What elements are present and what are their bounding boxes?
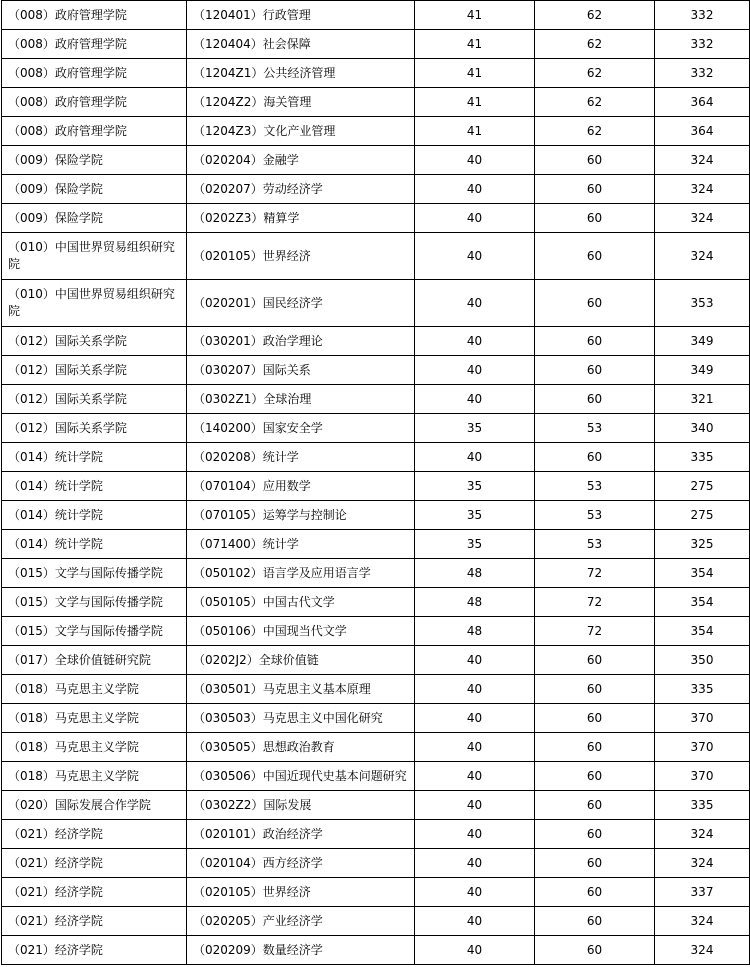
total-score-cell: 324 (655, 907, 750, 936)
table-row (2, 675, 750, 704)
major-cell: （120401）行政管理 (187, 1, 415, 30)
score1-cell: 40 (415, 791, 535, 820)
table-row (2, 30, 750, 59)
major-cell: （140200）国家安全学 (187, 414, 415, 443)
major-cell: （050102）语言学及应用语言学 (187, 559, 415, 588)
college-cell: （018）马克思主义学院 (2, 762, 187, 791)
score1-cell: 41 (415, 1, 535, 30)
total-score-cell: 275 (655, 501, 750, 530)
score2-cell: 60 (535, 175, 655, 204)
major-cell: （070104）应用数学 (187, 472, 415, 501)
major-cell: （0302Z2）国际发展 (187, 791, 415, 820)
score1-cell: 40 (415, 146, 535, 175)
total-score-cell: 324 (655, 849, 750, 878)
table-row (2, 385, 750, 414)
score1-cell: 40 (415, 204, 535, 233)
table-row (2, 117, 750, 146)
table-row (2, 204, 750, 233)
score1-cell: 48 (415, 559, 535, 588)
score2-cell: 60 (535, 646, 655, 675)
total-score-cell: 332 (655, 30, 750, 59)
table-row (2, 175, 750, 204)
table-row (2, 530, 750, 559)
total-score-cell: 349 (655, 356, 750, 385)
score2-cell: 60 (535, 907, 655, 936)
score2-cell: 72 (535, 617, 655, 646)
college-cell: （009）保险学院 (2, 175, 187, 204)
table-row (2, 617, 750, 646)
total-score-cell: 332 (655, 1, 750, 30)
score1-cell: 40 (415, 820, 535, 849)
total-score-cell: 335 (655, 675, 750, 704)
major-cell: （030201）政治学理论 (187, 327, 415, 356)
table-body (2, 1, 750, 965)
score2-cell: 60 (535, 820, 655, 849)
table-row (2, 88, 750, 117)
major-cell: （0202J2）全球价值链 (187, 646, 415, 675)
college-cell: （020）国际发展合作学院 (2, 791, 187, 820)
score2-cell: 72 (535, 559, 655, 588)
score1-cell: 35 (415, 501, 535, 530)
college-cell: （015）文学与国际传播学院 (2, 588, 187, 617)
college-cell: （018）马克思主义学院 (2, 733, 187, 762)
table-row (2, 280, 750, 327)
college-cell: （012）国际关系学院 (2, 356, 187, 385)
score1-cell: 40 (415, 675, 535, 704)
college-cell: （015）文学与国际传播学院 (2, 559, 187, 588)
score1-cell: 40 (415, 385, 535, 414)
college-cell: （012）国际关系学院 (2, 414, 187, 443)
total-score-cell: 324 (655, 175, 750, 204)
major-cell: （1204Z2）海关管理 (187, 88, 415, 117)
college-cell: （010）中国世界贸易组织研究院 (2, 233, 187, 280)
table-row (2, 907, 750, 936)
college-cell: （010）中国世界贸易组织研究院 (2, 280, 187, 327)
total-score-cell: 354 (655, 617, 750, 646)
score1-cell: 40 (415, 878, 535, 907)
score1-cell: 40 (415, 849, 535, 878)
table-row (2, 820, 750, 849)
college-cell: （008）政府管理学院 (2, 117, 187, 146)
score2-cell: 62 (535, 117, 655, 146)
table-row (2, 559, 750, 588)
table-row (2, 414, 750, 443)
score1-cell: 40 (415, 327, 535, 356)
college-cell: （018）马克思主义学院 (2, 704, 187, 733)
total-score-cell: 324 (655, 820, 750, 849)
score2-cell: 60 (535, 704, 655, 733)
score2-cell: 60 (535, 146, 655, 175)
major-cell: （030207）国际关系 (187, 356, 415, 385)
major-cell: （0302Z1）全球治理 (187, 385, 415, 414)
major-cell: （1204Z1）公共经济管理 (187, 59, 415, 88)
table-row (2, 146, 750, 175)
score2-cell: 62 (535, 59, 655, 88)
college-cell: （012）国际关系学院 (2, 385, 187, 414)
college-cell: （021）经济学院 (2, 907, 187, 936)
major-cell: （120404）社会保障 (187, 30, 415, 59)
major-cell: （0202Z3）精算学 (187, 204, 415, 233)
score1-cell: 41 (415, 117, 535, 146)
college-cell: （008）政府管理学院 (2, 30, 187, 59)
total-score-cell: 321 (655, 385, 750, 414)
score2-cell: 60 (535, 733, 655, 762)
total-score-cell: 335 (655, 443, 750, 472)
table-row (2, 501, 750, 530)
score1-cell: 40 (415, 907, 535, 936)
major-cell: （020101）政治经济学 (187, 820, 415, 849)
total-score-cell: 324 (655, 233, 750, 280)
table-row (2, 849, 750, 878)
table-row (2, 472, 750, 501)
score1-cell: 40 (415, 646, 535, 675)
college-cell: （014）统计学院 (2, 530, 187, 559)
table-row (2, 791, 750, 820)
major-cell: （020104）西方经济学 (187, 849, 415, 878)
total-score-cell: 354 (655, 559, 750, 588)
score2-cell: 62 (535, 88, 655, 117)
score1-cell: 35 (415, 530, 535, 559)
total-score-cell: 364 (655, 117, 750, 146)
college-cell: （009）保险学院 (2, 204, 187, 233)
table-row (2, 233, 750, 280)
college-cell: （008）政府管理学院 (2, 88, 187, 117)
college-cell: （009）保险学院 (2, 146, 187, 175)
score2-cell: 60 (535, 675, 655, 704)
table-row (2, 443, 750, 472)
major-cell: （020208）统计学 (187, 443, 415, 472)
score2-cell: 62 (535, 1, 655, 30)
table-row (2, 762, 750, 791)
score1-cell: 40 (415, 936, 535, 965)
college-cell: （021）经济学院 (2, 820, 187, 849)
score-table (1, 0, 750, 965)
table-row (2, 646, 750, 675)
table-row (2, 59, 750, 88)
score2-cell: 53 (535, 472, 655, 501)
score1-cell: 40 (415, 733, 535, 762)
table-row (2, 588, 750, 617)
table-row (2, 704, 750, 733)
score2-cell: 72 (535, 588, 655, 617)
score2-cell: 60 (535, 443, 655, 472)
total-score-cell: 324 (655, 146, 750, 175)
total-score-cell: 364 (655, 88, 750, 117)
total-score-cell: 370 (655, 762, 750, 791)
score2-cell: 60 (535, 849, 655, 878)
score1-cell: 48 (415, 588, 535, 617)
score2-cell: 60 (535, 233, 655, 280)
major-cell: （020105）世界经济 (187, 233, 415, 280)
total-score-cell: 337 (655, 878, 750, 907)
college-cell: （017）全球价值链研究院 (2, 646, 187, 675)
score1-cell: 40 (415, 233, 535, 280)
score2-cell: 60 (535, 385, 655, 414)
table-row (2, 1, 750, 30)
major-cell: （071400）统计学 (187, 530, 415, 559)
score2-cell: 62 (535, 30, 655, 59)
major-cell: （1204Z3）文化产业管理 (187, 117, 415, 146)
score2-cell: 60 (535, 762, 655, 791)
score1-cell: 40 (415, 762, 535, 791)
score1-cell: 40 (415, 280, 535, 327)
score1-cell: 41 (415, 30, 535, 59)
college-cell: （014）统计学院 (2, 443, 187, 472)
score2-cell: 60 (535, 878, 655, 907)
college-cell: （012）国际关系学院 (2, 327, 187, 356)
major-cell: （020205）产业经济学 (187, 907, 415, 936)
total-score-cell: 335 (655, 791, 750, 820)
score1-cell: 48 (415, 617, 535, 646)
major-cell: （030501）马克思主义基本原理 (187, 675, 415, 704)
total-score-cell: 332 (655, 59, 750, 88)
major-cell: （030506）中国近现代史基本问题研究 (187, 762, 415, 791)
college-cell: （015）文学与国际传播学院 (2, 617, 187, 646)
major-cell: （020201）国民经济学 (187, 280, 415, 327)
major-cell: （020204）金融学 (187, 146, 415, 175)
score1-cell: 40 (415, 443, 535, 472)
score1-cell: 35 (415, 472, 535, 501)
table-row (2, 733, 750, 762)
total-score-cell: 370 (655, 733, 750, 762)
total-score-cell: 325 (655, 530, 750, 559)
total-score-cell: 349 (655, 327, 750, 356)
score2-cell: 60 (535, 280, 655, 327)
score1-cell: 41 (415, 59, 535, 88)
score1-cell: 40 (415, 356, 535, 385)
college-cell: （008）政府管理学院 (2, 1, 187, 30)
major-cell: （050106）中国现当代文学 (187, 617, 415, 646)
major-cell: （070105）运筹学与控制论 (187, 501, 415, 530)
score2-cell: 53 (535, 501, 655, 530)
score2-cell: 53 (535, 530, 655, 559)
total-score-cell: 324 (655, 936, 750, 965)
total-score-cell: 324 (655, 204, 750, 233)
major-cell: （030503）马克思主义中国化研究 (187, 704, 415, 733)
score2-cell: 53 (535, 414, 655, 443)
score1-cell: 40 (415, 175, 535, 204)
score2-cell: 60 (535, 791, 655, 820)
score1-cell: 41 (415, 88, 535, 117)
score2-cell: 60 (535, 327, 655, 356)
major-cell: （020207）劳动经济学 (187, 175, 415, 204)
college-cell: （018）马克思主义学院 (2, 675, 187, 704)
total-score-cell: 354 (655, 588, 750, 617)
score2-cell: 60 (535, 204, 655, 233)
total-score-cell: 350 (655, 646, 750, 675)
score2-cell: 60 (535, 356, 655, 385)
table-row (2, 327, 750, 356)
table-row (2, 356, 750, 385)
college-cell: （014）统计学院 (2, 472, 187, 501)
major-cell: （050105）中国古代文学 (187, 588, 415, 617)
major-cell: （030505）思想政治教育 (187, 733, 415, 762)
college-cell: （021）经济学院 (2, 878, 187, 907)
total-score-cell: 340 (655, 414, 750, 443)
table-row (2, 878, 750, 907)
college-cell: （014）统计学院 (2, 501, 187, 530)
table-row (2, 936, 750, 965)
score1-cell: 40 (415, 704, 535, 733)
college-cell: （008）政府管理学院 (2, 59, 187, 88)
total-score-cell: 370 (655, 704, 750, 733)
college-cell: （021）经济学院 (2, 936, 187, 965)
score2-cell: 60 (535, 936, 655, 965)
major-cell: （020105）世界经济 (187, 878, 415, 907)
major-cell: （020209）数量经济学 (187, 936, 415, 965)
college-cell: （021）经济学院 (2, 849, 187, 878)
score1-cell: 35 (415, 414, 535, 443)
total-score-cell: 353 (655, 280, 750, 327)
total-score-cell: 275 (655, 472, 750, 501)
